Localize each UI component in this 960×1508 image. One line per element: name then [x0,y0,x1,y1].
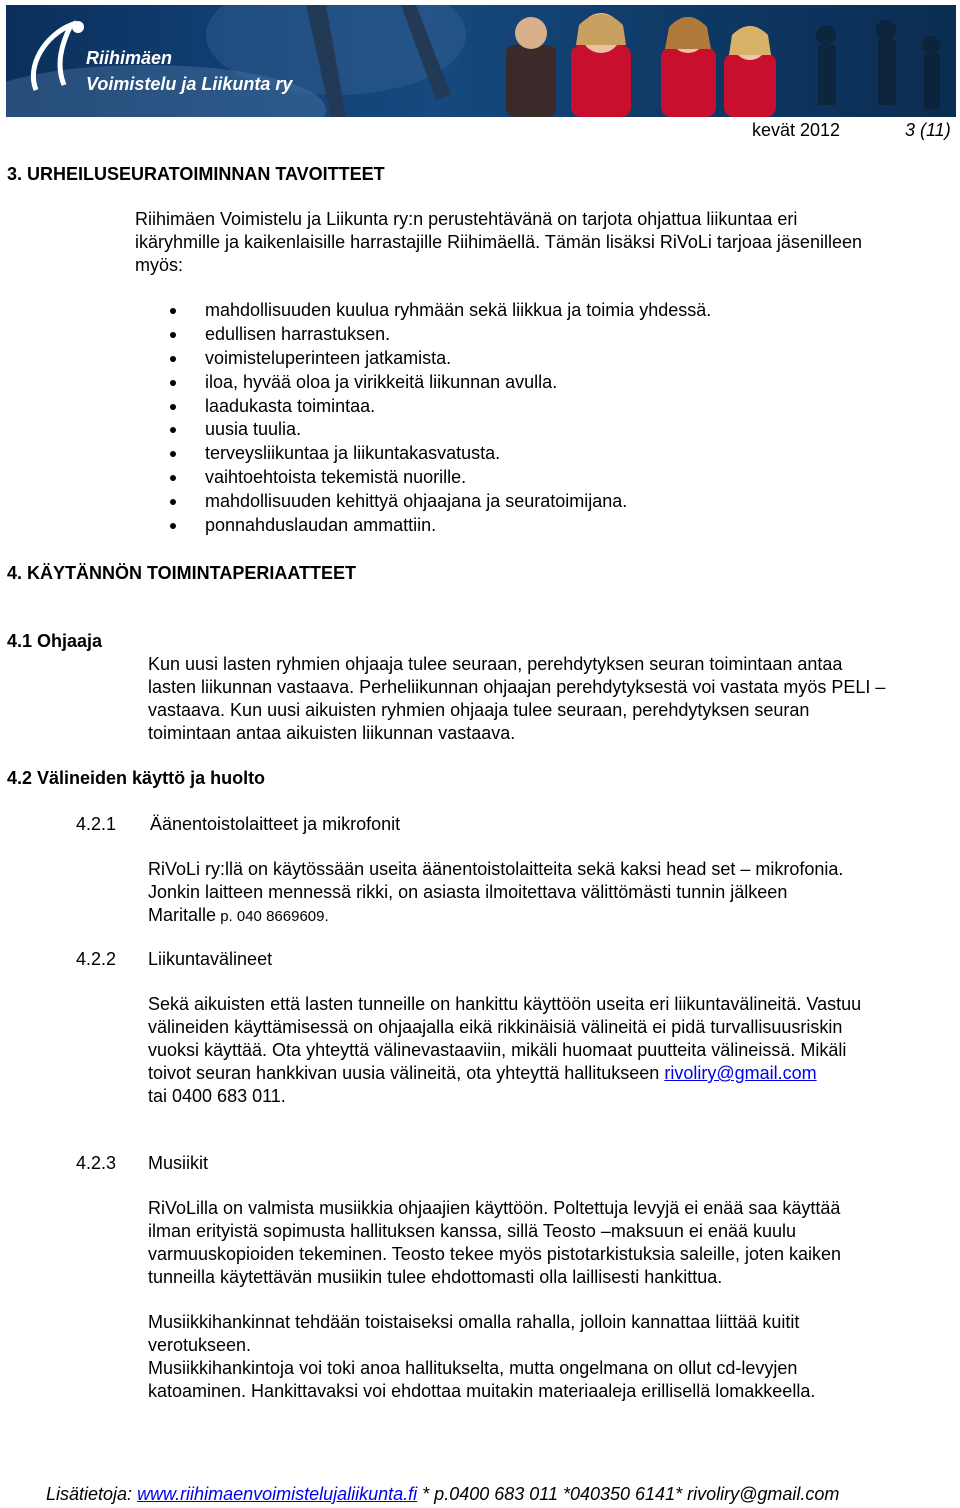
footer-website-link[interactable]: www.riihimaenvoimistelujaliikunta.fi [137,1484,418,1504]
bullet-icon [170,523,176,529]
section-3-heading: 3. URHEILUSEURATOIMINNAN TAVOITTEET [7,164,385,184]
bullet-icon [170,308,176,314]
section-4-2-2-title: Liikuntavälineet [148,949,273,969]
footer-label: Lisätietoja: [46,1484,138,1504]
section-3-intro [135,208,935,277]
page-number: 3 (11) [905,120,951,140]
section-4-2-3-para-1: RiVoLilla on valmista musiikkia ohjaajien käyttöön. Poltettuja levyjä ei enää saa käyttää ilman erityistä sopimusta hallituksen kanssa, sillä Teosto –maksuun ei enää kuulu varmuuskopioiden tekeminen. Teosto tekee myös pistotarkistuksia saleille, joten kaiken tunneilla käytettävän musiikin tulee ehdottomasti olla laillisesti hankittua. [148,1198,842,1287]
bullet-icon [170,475,176,481]
section-4-1-title: 4.1 Ohjaaja [7,631,103,651]
bullet-icon [170,499,176,505]
email-link[interactable]: rivoliry@gmail.com [664,1063,817,1083]
footer [46,1483,839,1506]
section-4-2-1-text: RiVoLi ry:llä on käytössään useita äänentoistolaitteita sekä kaksi head set – mikrofonia. Jonkin laitteen mennessä rikki, on asiasta ilmoitettava välittömästi tunnin jälkeen Maritalle p. 040 8669609. [148,859,844,925]
goal-item: mahdollisuuden kuulua ryhmään sekä liikkua ja toimia yhdessä. [205,299,905,323]
bullet-icon [170,451,176,457]
goal-item: terveysliikuntaa ja liikuntakasvatusta. [205,442,905,466]
section-4-2-1-number: 4.2.1 [76,814,117,834]
dancer-leg-icon [306,5,346,117]
bullet-icon [170,427,176,433]
bullet-icon [170,332,176,338]
section-4-2-3-number: 4.2.3 [76,1153,117,1173]
goal-item: iloa, hyvää oloa ja virikkeitä liikunnan avulla. [205,371,905,395]
section-4-2-3-para-2: Musiikkihankinnat tehdään toistaiseksi omalla rahalla, jolloin kannattaa liittää kuitit verotukseen. Musiikkihankintoja voi toki anoa hallitukselta, mutta ongelmana on ollut cd-levyjen katoaminen. Hankittavaksi voi ehdottaa muitakin materiaaleja erillisellä lomakkeella. [148,1312,816,1401]
header-banner [6,5,956,117]
gymnast-girls-icon [571,13,776,117]
section-4-1-text: Kun uusi lasten ryhmien ohjaaja tulee seuraan, perehdytyksen seuran toimintaan antaa lasten liikunnan vastaava. Perheliikunnan ohjaajan perehdytyksestä voi vastata myös PELI – vastaava. Kun uusi aikuisten ryhmien ohjaaja tulee seuraan, perehdytyksen seuran toimintaan antaa aikuisten liikunnan vastaava. [148,654,886,743]
goal-item: ponnahduslaudan ammattiin. [205,514,905,538]
goals-list [205,299,905,538]
footer-contacts: * p.0400 683 011 *040350 6141* rivoliry@gmail.com [417,1484,840,1504]
goal-item: uusia tuulia. [205,418,905,442]
season-label: kevät 2012 [752,120,841,140]
bullet-icon [170,380,176,386]
section-4-2-1-title: Äänentoistolaitteet ja mikrofonit [150,814,401,834]
section-4-2-3-title: Musiikit [148,1153,209,1173]
goal-item: voimisteluperinteen jatkamista. [205,347,905,371]
adult-figure-icon [506,45,556,117]
goal-item: edullisen harrastuksen. [205,323,905,347]
intro-line: Riihimäen Voimistelu ja Liikunta ry:n perustehtävänä on tarjota ohjattua liikuntaa eri [135,209,798,229]
bullet-icon [170,404,176,410]
intro-line: myös: [135,255,184,275]
logo-swoosh-icon [33,25,71,90]
goal-item: mahdollisuuden kehittyä ohjaajana ja seuratoimijana. [205,490,905,514]
intro-line: ikäryhmille ja kaikenlaisille harrastajille Riihimäellä. Tämän lisäksi RiVoLi tarjoaa jäsenilleen [135,232,862,252]
goal-item: vaihtoehtoista tekemistä nuorille. [205,466,905,490]
background-performers-icon [816,20,940,109]
bullet-icon [170,356,176,362]
section-4-2-2-text: Sekä aikuisten että lasten tunneille on hankittu käyttöön useita eri liikuntavälineitä. Vastuu välineiden käyttämisessä on ohjaajalla eikä rikkinäisiä välineitä ei pidä turvallisuusriskin vuoksi käyttää. Ota yhteyttä välinevastaaviin, mikäli huomaat puutteita välineissä. Mikäli toivot seuran hankkivan uusia välineitä, ota yhteyttä hallitukseen rivoliry@gmail.com tai 0400 683 011. [148,994,862,1106]
logo-line-2: Voimistelu ja Liikunta ry [86,74,293,94]
logo-dot-icon [72,21,84,33]
goal-item: laadukasta toimintaa. [205,395,905,419]
dancer-leg-icon [401,5,451,100]
section-4-heading: 4. KÄYTÄNNÖN TOIMINTAPERIAATTEET [7,563,357,583]
logo-line-1: Riihimäen [86,48,173,68]
contact-name: Maritalle [148,905,217,925]
contact-phone: p. 040 8669609. [216,908,329,925]
section-4-2-2-number: 4.2.2 [76,949,117,969]
section-4-2-title: 4.2 Välineiden käyttö ja huolto [7,768,266,788]
